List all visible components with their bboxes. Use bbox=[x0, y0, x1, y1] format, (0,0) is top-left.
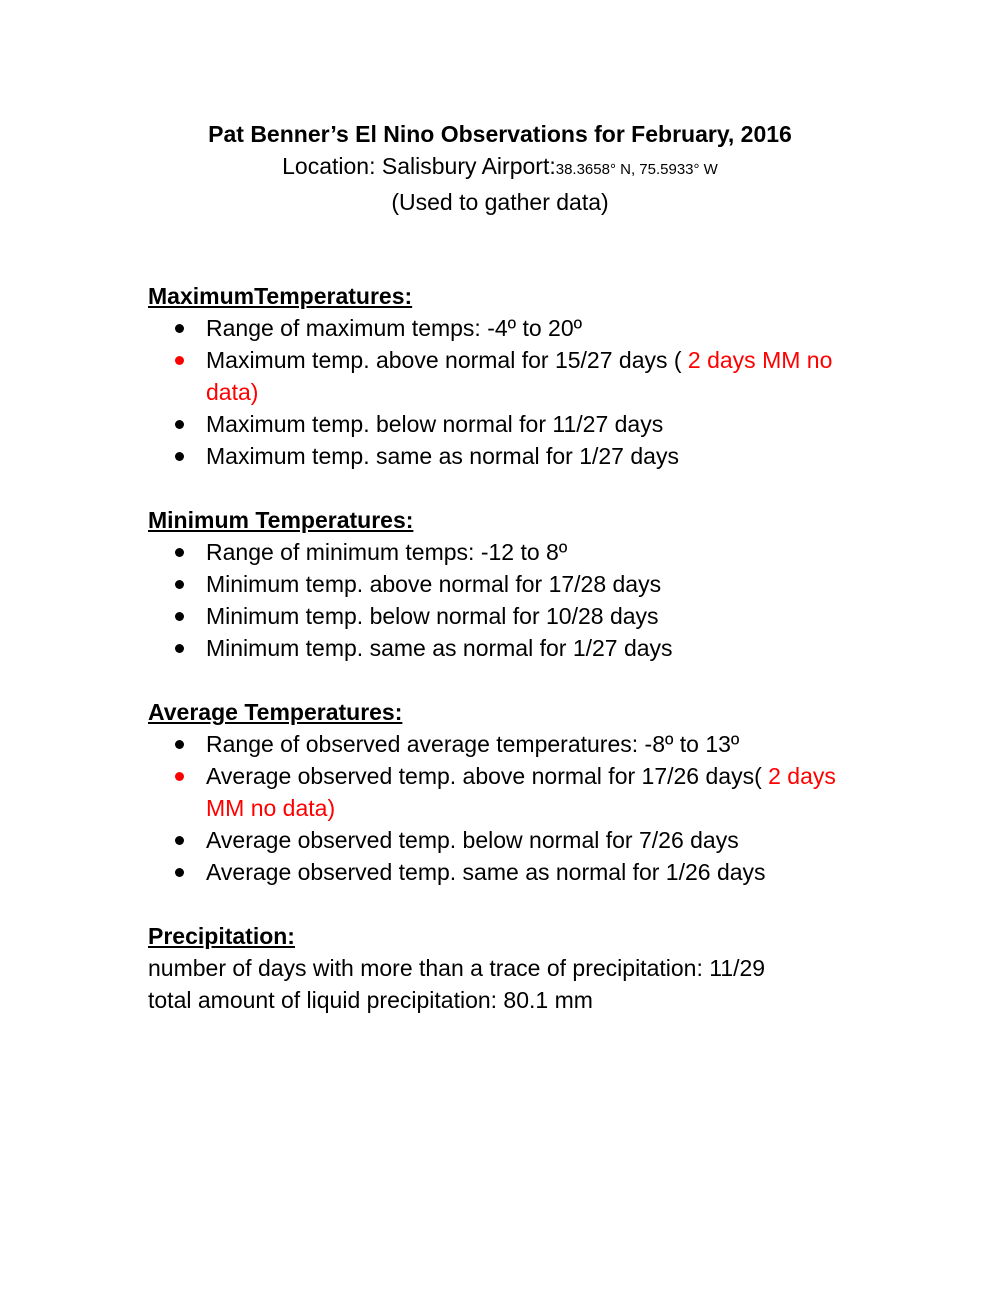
bullet-icon bbox=[175, 356, 184, 365]
bullet-icon bbox=[175, 740, 184, 749]
section-heading: Average Temperatures: bbox=[148, 699, 403, 725]
list-item bbox=[148, 312, 868, 344]
list-item-text: Minimum temp. below normal for 10/28 days bbox=[206, 603, 659, 629]
list-item-text: Minimum temp. above normal for 17/28 days bbox=[206, 571, 662, 597]
list-item-text: Range of observed average temperatures: -8º to 13º bbox=[206, 731, 740, 757]
list-item-text: Minimum temp. same as normal for 1/27 days bbox=[206, 635, 673, 661]
bullet-icon bbox=[175, 612, 184, 621]
section-heading: MaximumTemperatures: bbox=[148, 283, 413, 309]
bullet-icon bbox=[175, 644, 184, 653]
header-note: (Used to gather data) bbox=[391, 189, 609, 215]
document-title: Pat Benner’s El Nino Observations for February, 2016 bbox=[208, 121, 792, 147]
location-coordinates: 38.3658° N, 75.5933° W bbox=[555, 161, 718, 178]
precipitation-section bbox=[148, 920, 868, 1016]
list-item-text: Average observed temp. above normal for 17/26 days( bbox=[206, 763, 769, 789]
list-item bbox=[148, 408, 868, 440]
list-item-text: Average observed temp. same as normal for 1/26 days bbox=[206, 859, 766, 885]
bullet-icon bbox=[175, 772, 184, 781]
bullet-icon bbox=[175, 420, 184, 429]
list-item-text: Maximum temp. above normal for 15/27 days ( bbox=[206, 347, 688, 373]
list-item bbox=[148, 632, 868, 664]
precipitation-days-line: number of days with more than a trace of precipitation: 11/29 bbox=[148, 955, 766, 981]
bullet-icon bbox=[175, 836, 184, 845]
precipitation-total-line: total amount of liquid precipitation: 80.1 mm bbox=[148, 987, 593, 1013]
missing-data-note: 2 days MM no data) bbox=[206, 763, 836, 821]
document-header bbox=[0, 118, 1000, 218]
missing-data-note: 2 days MM no data) bbox=[206, 347, 833, 405]
list-item-text: Maximum temp. same as normal for 1/27 days bbox=[206, 443, 679, 469]
location-line bbox=[0, 150, 1000, 186]
list-item bbox=[148, 728, 868, 760]
section-heading: Precipitation: bbox=[148, 923, 295, 949]
bullet-icon bbox=[175, 548, 184, 557]
list-item bbox=[148, 600, 868, 632]
document-body bbox=[148, 280, 868, 1048]
average-temperatures-list bbox=[148, 728, 868, 888]
list-item bbox=[148, 536, 868, 568]
bullet-icon bbox=[175, 324, 184, 333]
list-item-text: Range of maximum temps: -4º to 20º bbox=[206, 315, 583, 341]
section-heading: Minimum Temperatures: bbox=[148, 507, 414, 533]
max-temperatures-section bbox=[148, 280, 868, 472]
list-item bbox=[148, 568, 868, 600]
list-item bbox=[148, 760, 868, 824]
bullet-icon bbox=[175, 452, 184, 461]
list-item bbox=[148, 344, 868, 408]
min-temperatures-section bbox=[148, 504, 868, 664]
list-item-text: Maximum temp. below normal for 11/27 days bbox=[206, 411, 664, 437]
average-temperatures-section bbox=[148, 696, 868, 888]
list-item bbox=[148, 856, 868, 888]
location-label: Location: Salisbury Airport: bbox=[282, 153, 556, 179]
list-item-text: Average observed temp. below normal for 7/26 days bbox=[206, 827, 739, 853]
bullet-icon bbox=[175, 868, 184, 877]
max-temperatures-list bbox=[148, 312, 868, 472]
bullet-icon bbox=[175, 580, 184, 589]
list-item bbox=[148, 440, 868, 472]
list-item-text: Range of minimum temps: -12 to 8º bbox=[206, 539, 568, 565]
list-item bbox=[148, 824, 868, 856]
min-temperatures-list bbox=[148, 536, 868, 664]
